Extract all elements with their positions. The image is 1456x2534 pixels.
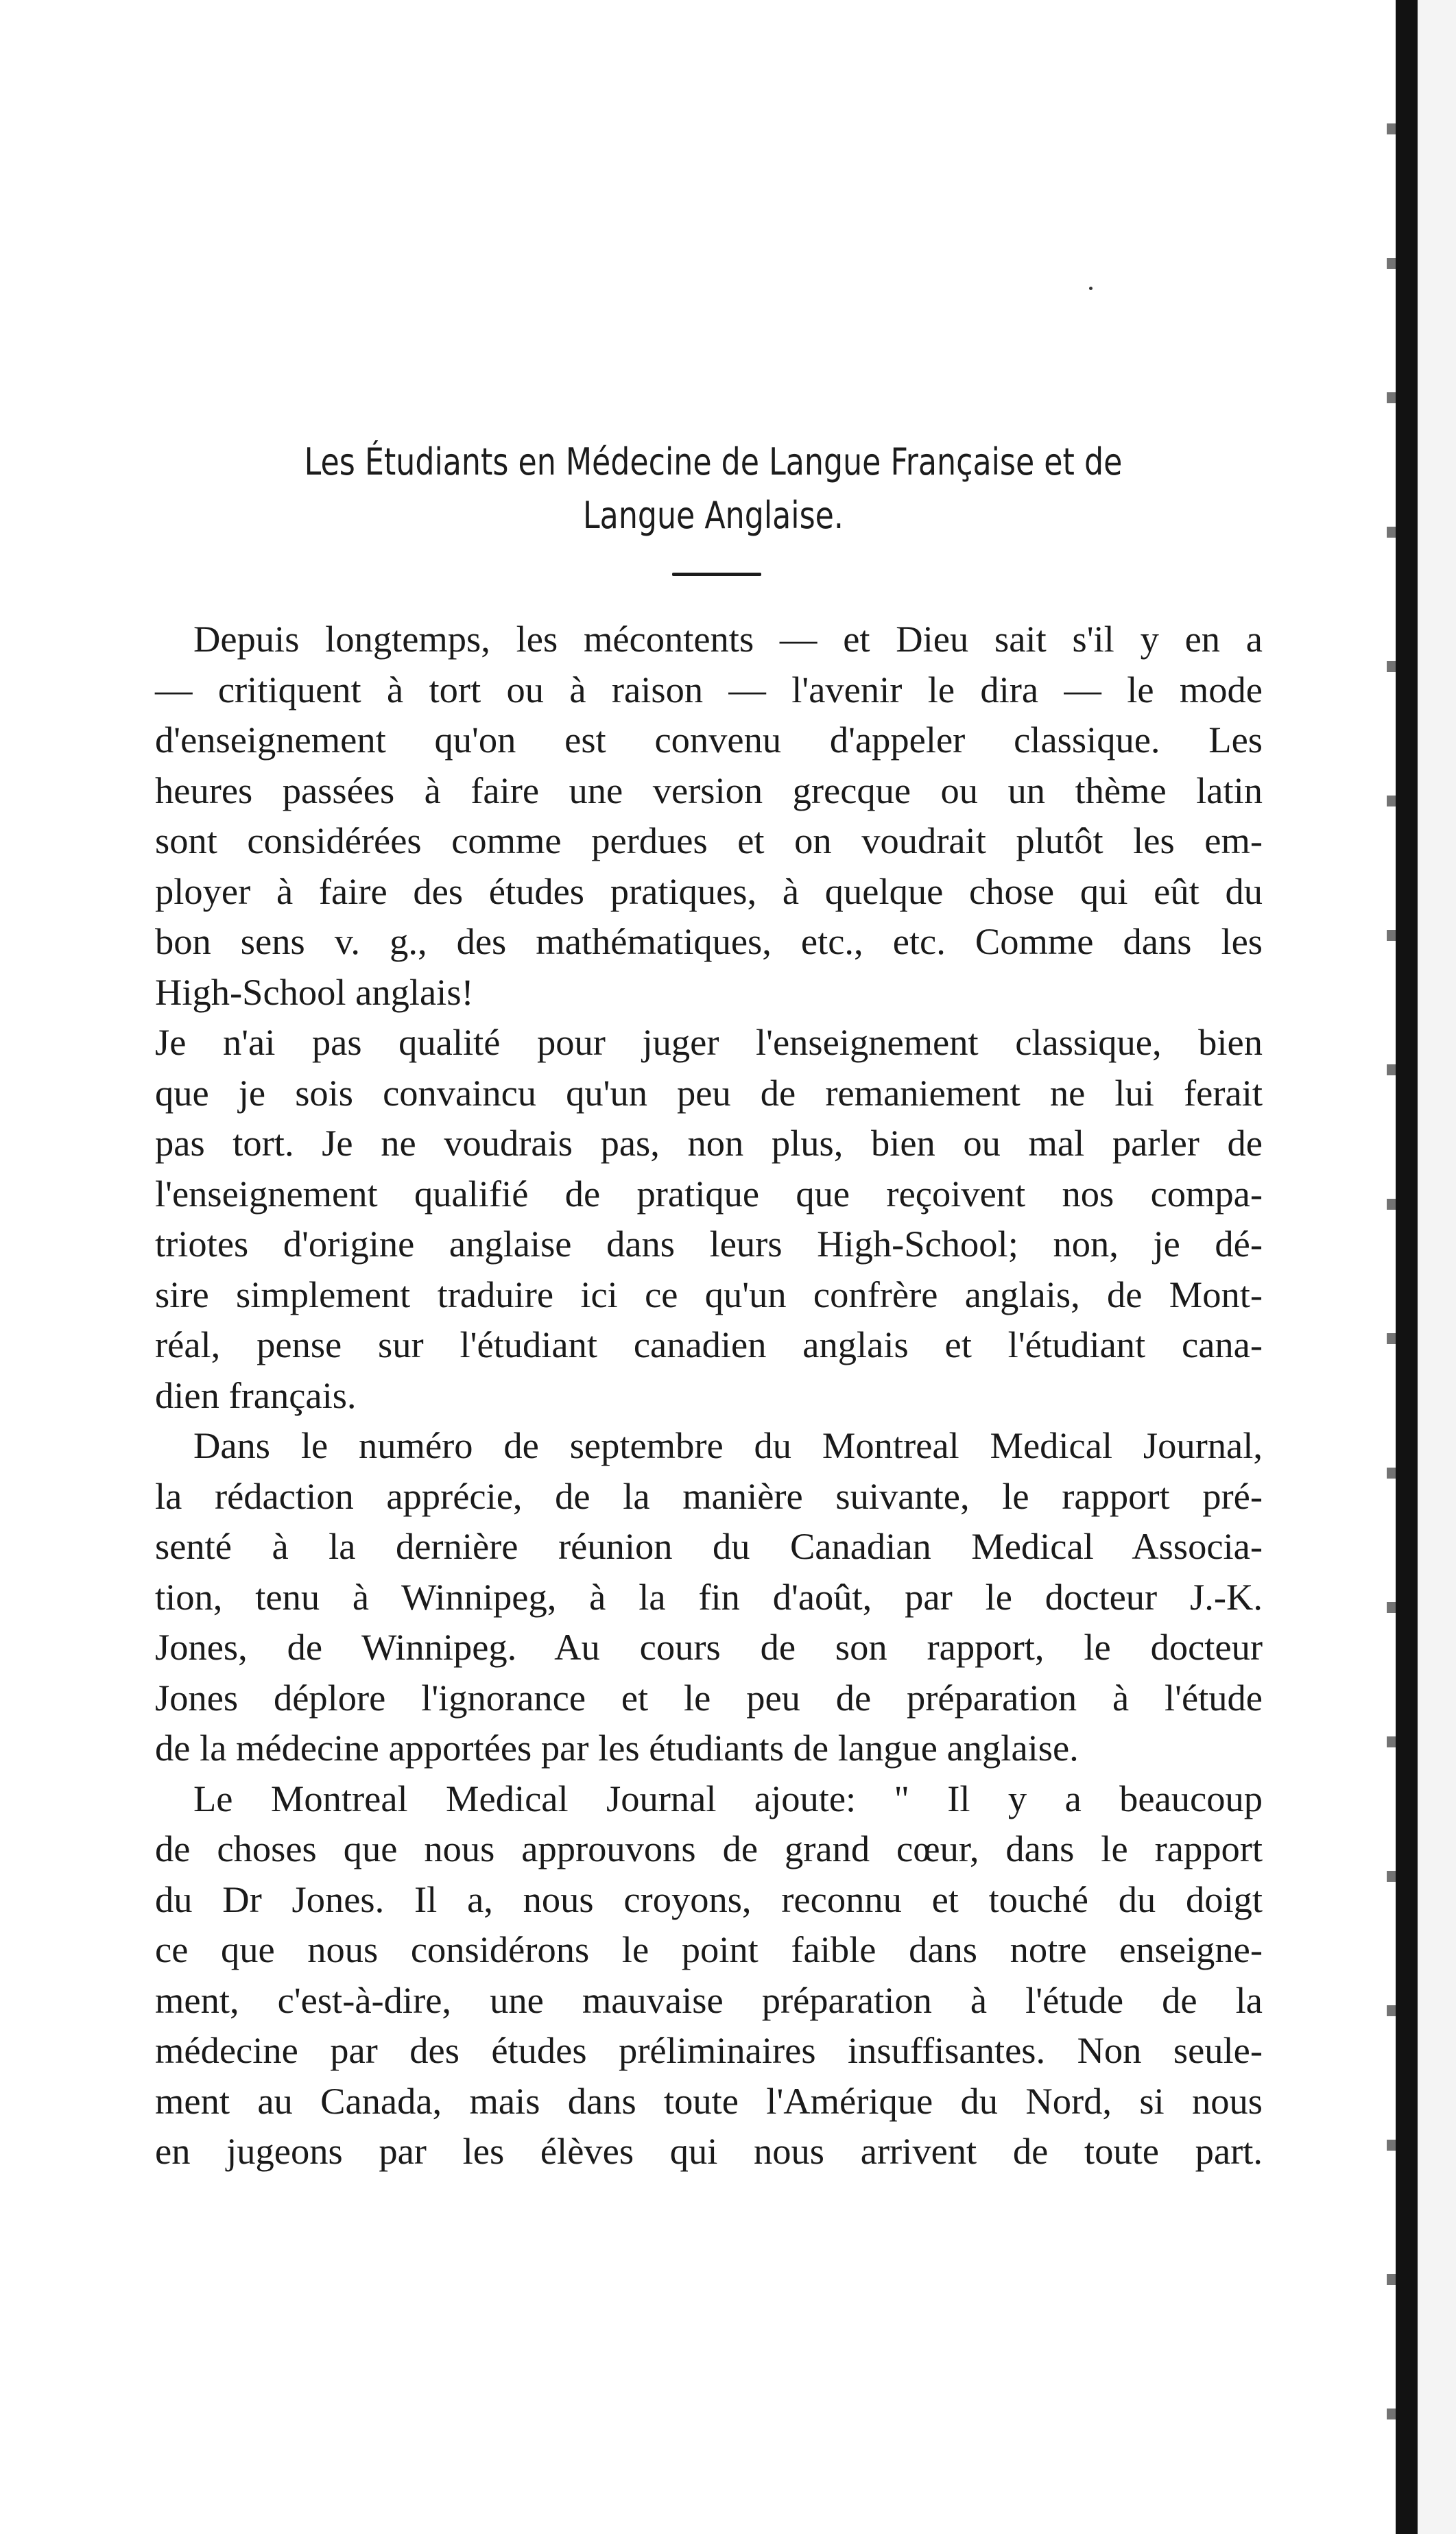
title-separator-rule [672,573,761,576]
text-line: Jones, de Winnipeg. Au cours de son rapport, le docteur [155,1626,1263,1668]
text-line: de choses que nous approuvons de grand cœur, dans le rapport [155,1828,1263,1869]
text-line: sire simplement traduire ici ce qu'un confrère anglais, de Mont- [155,1273,1263,1315]
article-title [297,435,1130,542]
paragraph-3 [155,1420,1263,1773]
text-line: d'enseignement qu'on est convenu d'appeler classique. Les [155,719,1263,761]
page-edge-fringe [1387,0,1396,2534]
text-line: dien français. [155,1374,357,1416]
text-line: ployer à faire des études pratiques, à quelque chose qui eût du [155,870,1263,912]
text-line: Le Montreal Medical Journal ajoute: " Il y a beaucoup [193,1777,1263,1819]
text-line: de la médecine apportées par les étudiants de langue anglaise. [155,1727,1079,1769]
paragraph-4 [155,1773,1263,2177]
text-line: du Dr Jones. Il a, nous croyons, reconnu et touché du doigt [155,1878,1263,1920]
text-line: High-School anglais! [155,970,474,1013]
text-line: en jugeons par les élèves qui nous arrivent de toute part. [155,2130,1263,2172]
text-line: Dans le numéro de septembre du Montreal Medical Journal, [193,1424,1263,1466]
page-margin-shadow [1418,0,1456,2534]
text-line: triotes d'origine anglaise dans leurs High-School; non, je dé- [155,1223,1263,1265]
text-line: réal, pense sur l'étudiant canadien anglais et l'étudiant cana- [155,1324,1263,1365]
text-line: ce que nous considérons le point faible dans notre enseigne- [155,1928,1263,1970]
paragraph-2 [155,1017,1263,1420]
text-line: l'enseignement qualifié de pratique que reçoivent nos compa- [155,1172,1263,1215]
text-line: heures passées à faire une version grecque ou un thème latin [155,769,1263,811]
text-line: médecine par des études préliminaires insuffisantes. Non seule- [155,2029,1263,2071]
text-line: pas tort. Je ne voudrais pas, non plus, bien ou mal parler de [155,1122,1263,1164]
text-line: que je sois convaincu qu'un peu de remaniement ne lui ferait [155,1071,1263,1114]
text-line: senté à la dernière réunion du Canadian Medical Associa- [155,1525,1263,1567]
article-body [155,614,1263,2177]
article-title-line-1: Les Étudiants en Médecine de Langue Française et de [304,440,1123,483]
text-line: bon sens v. g., des mathématiques, etc., etc. Comme dans les [155,920,1263,962]
text-line: tion, tenu à Winnipeg, à la fin d'août, par le docteur J.-K. [155,1575,1263,1618]
article-title-line-2: Langue Anglaise. [583,494,844,537]
text-line: Je n'ai pas qualité pour juger l'enseignement classique, bien [155,1021,1263,1063]
page-spine-edge [1396,0,1418,2534]
scan-speck [1089,287,1093,290]
paragraph-1 [155,614,1263,1017]
text-line: — critiquent à tort ou à raison — l'avenir le dira — le mode [155,668,1263,710]
text-line: sont considérées comme perdues et on voudrait plutôt les em- [155,820,1263,861]
text-line: Depuis longtemps, les mécontents — et Dieu sait s'il y en a [193,618,1263,660]
text-line: ment, c'est-à-dire, une mauvaise préparation à l'étude de la [155,1979,1263,2021]
text-line: ment au Canada, mais dans toute l'Amérique du Nord, si nous [155,2079,1263,2122]
text-line: la rédaction apprécie, de la manière suivante, le rapport pré- [155,1474,1263,1517]
text-line: Jones déplore l'ignorance et le peu de préparation à l'étude [155,1676,1263,1719]
